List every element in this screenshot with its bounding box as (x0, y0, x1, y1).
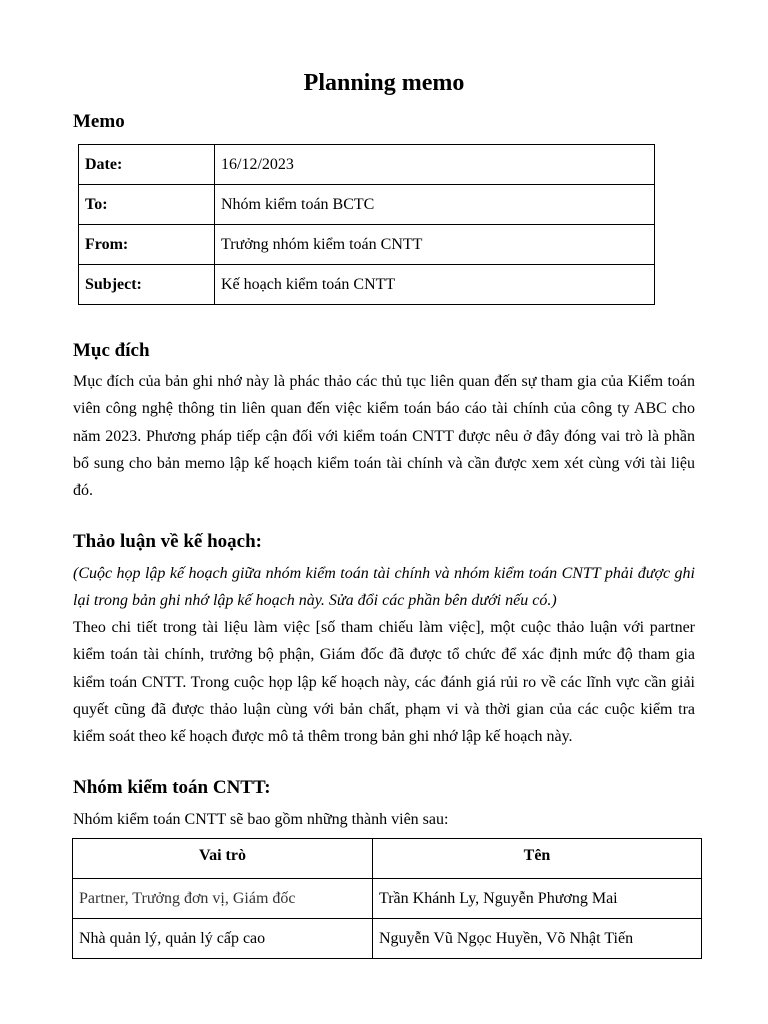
memo-value: Nhóm kiểm toán BCTC (215, 185, 655, 225)
table-row (73, 919, 702, 959)
discussion-note: (Cuộc họp lập kế hoạch giữa nhóm kiểm toán tài chính và nhóm kiểm toán CNTT phải được ghi lại trong bản ghi nhớ lập kế hoạch này. Sửa đổi các phần bên dưới nếu có.) (73, 565, 695, 610)
team-heading: Nhóm kiểm toán CNTT: (73, 777, 271, 798)
team-table (72, 838, 702, 959)
discussion-paragraph: Theo chi tiết trong tài liệu làm việc [số tham chiếu làm việc], một cuộc thảo luận với partner kiểm toán tài chính, trưởng bộ phận, Giám đốc đã được tổ chức để xác định mức độ tham gia kiểm toán CNTT. Trong cuộc họp lập kế hoạch này, các đánh giá rủi ro về các lĩnh vực cần giải quyết cũng đã được thảo luận cùng với bản chất, phạm vi và thời gian của các cuộc kiểm tra kiểm soát theo kế hoạch được mô tả thêm trong bản ghi nhớ lập kế hoạch này. (73, 619, 695, 746)
memo-label: Subject: (79, 265, 215, 305)
name-cell: Trần Khánh Ly, Nguyễn Phương Mai (373, 879, 702, 919)
memo-value: Kế hoạch kiểm toán CNTT (215, 265, 655, 305)
memo-label: From: (79, 225, 215, 265)
memo-row-subject (79, 265, 655, 305)
page-title: Planning memo (303, 70, 465, 96)
memo-row-from (79, 225, 655, 265)
memo-heading: Memo (73, 111, 125, 132)
name-cell: Nguyễn Vũ Ngọc Huyền, Võ Nhật Tiến (373, 919, 702, 959)
purpose-paragraph: Mục đích của bản ghi nhớ này là phác thảo các thủ tục liên quan đến sự tham gia của Kiểm toán viên công nghệ thông tin liên quan đến việc kiểm toán báo cáo tài chính của công ty ABC cho năm 2023. Phương pháp tiếp cận đối với kiểm toán CNTT được nêu ở đây đóng vai trò là phần bổ sung cho bản memo lập kế hoạch kiểm toán tài chính và cần được xem xét cùng với tài liệu đó. (73, 373, 695, 500)
memo-row-date (79, 145, 655, 185)
memo-label: Date: (79, 145, 215, 185)
memo-header-table (78, 144, 655, 305)
purpose-heading: Mục đích (73, 340, 150, 361)
role-cell: Partner, Trưởng đơn vị, Giám đốc (73, 879, 373, 919)
table-row (73, 879, 702, 919)
team-intro: Nhóm kiểm toán CNTT sẽ bao gồm những thành viên sau: (73, 811, 449, 828)
memo-value: Trưởng nhóm kiểm toán CNTT (215, 225, 655, 265)
memo-row-to (79, 185, 655, 225)
discussion-heading: Thảo luận về kế hoạch: (73, 531, 262, 552)
role-cell: Nhà quản lý, quản lý cấp cao (73, 919, 373, 959)
column-header-name: Tên (373, 839, 702, 879)
column-header-role: Vai trò (73, 839, 373, 879)
memo-label: To: (79, 185, 215, 225)
team-table-header-row (73, 839, 702, 879)
memo-value: 16/12/2023 (215, 145, 655, 185)
